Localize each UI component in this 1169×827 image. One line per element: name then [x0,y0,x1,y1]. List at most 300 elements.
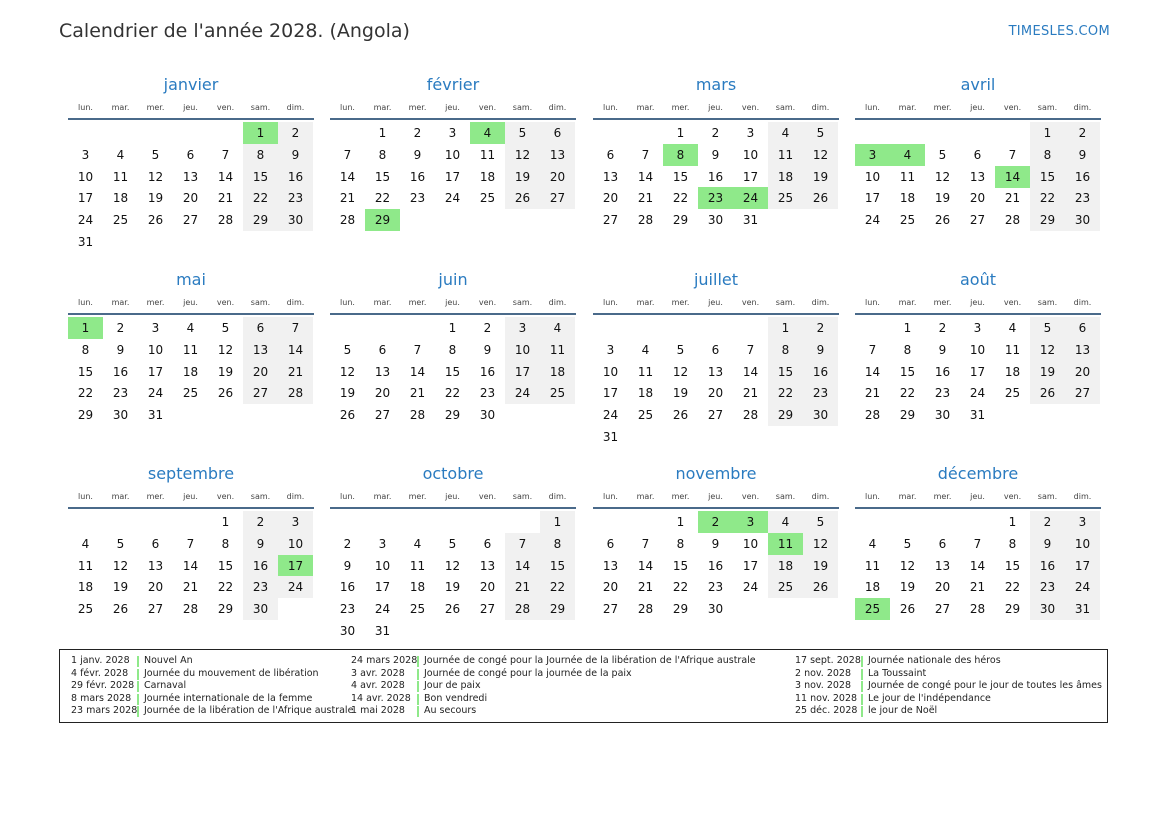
day-cell: 6 [378,342,387,357]
day-cell: 14 [742,364,759,379]
day-cell: 3 [973,321,982,335]
day-cell: 25 [77,602,94,617]
brand-link[interactable]: TIMESLES.COM [1008,24,1110,39]
weekday-label: ven. [478,103,497,112]
day-cell: 23 [1030,576,1065,598]
weekday-label: jeu. [970,103,985,112]
day-cell: 22 [768,382,803,404]
day-cell: 15 [374,169,391,184]
day-cell: 15 [1004,558,1021,573]
weekday-label: lun. [340,298,355,307]
day-cell: 16 [934,364,951,379]
weekday-label: jeu. [708,103,723,112]
day-cell: 9 [1065,144,1100,166]
day-cell: 16 [278,166,313,188]
day-cell: 28 [969,602,986,617]
weekday-label: mer. [671,103,690,112]
page-title: Calendrier de l'année 2028. (Angola) [59,20,410,42]
weekday-label: ven. [478,298,497,307]
day-cell: 29 [672,213,689,228]
holiday-marker [861,669,863,680]
day-cell: 20 [602,580,619,595]
weekday-label: dim. [811,492,830,501]
weekday-label: mar. [898,298,917,307]
month-2 [593,71,839,253]
holiday-marker [137,694,139,705]
weekday-header [593,488,839,505]
day-cell: 15 [899,364,916,379]
day-cell: 19 [1030,361,1065,383]
day-cell: 29 [77,408,94,423]
weekday-label: ven. [1003,298,1022,307]
day-cell: 17 [969,364,986,379]
day-cell: 8 [81,342,90,357]
day-cell: 9 [278,144,313,166]
month-name: décembre [937,464,1019,483]
day-cell: 1 [221,515,230,529]
weekday-label: mer. [146,492,165,501]
day-cell: 15 [672,169,689,184]
holiday-day-cell: 11 [768,533,803,555]
day-cell: 30 [707,213,724,228]
day-cell: 2 [116,321,125,335]
day-cell: 8 [540,533,575,555]
day-cell: 21 [505,576,540,598]
weekday-label: dim. [286,298,305,307]
day-cell: 14 [278,339,313,361]
day-cell: 27 [374,408,391,423]
day-cell: 18 [77,580,94,595]
holiday-name: Journée de congé pour la journée de la paix [424,667,632,679]
day-cell: 29 [217,602,234,617]
weekday-label: mar. [898,492,917,501]
header-divider [593,507,839,509]
day-cell: 11 [864,558,881,573]
day-cell: 3 [1065,511,1100,533]
day-cell: 19 [217,364,234,379]
day-cell: 18 [409,580,426,595]
holiday-date: 2 nov. 2028 [795,667,851,679]
weekday-label: lun. [865,103,880,112]
day-cell: 18 [540,361,575,383]
day-cell: 1 [378,126,387,140]
holiday-name: Bon vendredi [424,692,488,704]
day-cell: 16 [243,555,278,577]
legend-row [795,680,1105,693]
day-cell: 2 [278,122,313,144]
day-cell: 30 [112,408,129,423]
day-cell: 12 [672,364,689,379]
legend-column [795,655,1105,718]
month-name: novembre [675,464,757,483]
day-cell: 19 [505,166,540,188]
weekday-header [68,488,314,505]
day-cell: 3 [151,321,160,335]
day-cell: 11 [112,169,129,184]
weekday-label: mar. [636,103,655,112]
holiday-day-cell: 2 [698,511,733,533]
day-cell: 15 [444,364,461,379]
legend-row [351,693,791,706]
day-cell: 3 [448,126,457,140]
day-cell: 4 [116,147,125,162]
holiday-marker [417,681,419,692]
header-divider [68,313,314,315]
day-cell: 16 [707,169,724,184]
day-cell: 9 [711,147,720,162]
day-cell: 13 [934,558,951,573]
day-cell: 31 [374,624,391,638]
month-4 [68,266,314,448]
day-cell: 28 [339,213,356,228]
day-cell: 2 [243,511,278,533]
legend-row [71,655,381,668]
day-cell: 7 [973,536,982,551]
day-cell: 25 [1004,386,1021,401]
day-cell: 8 [221,536,230,551]
day-cell: 10 [505,339,540,361]
day-cell: 7 [746,342,755,357]
day-cell: 30 [803,404,838,426]
day-cell: 11 [409,558,426,573]
day-cell: 11 [182,342,199,357]
weekday-header [855,488,1101,505]
weekday-header [68,99,314,116]
weekday-label: sam. [512,103,533,112]
day-cell: 13 [147,558,164,573]
day-cell: 15 [672,558,689,573]
day-cell: 30 [707,602,724,617]
day-cell: 22 [1030,187,1065,209]
day-cell: 2 [483,321,492,335]
day-cell: 5 [221,321,230,335]
day-cell: 20 [707,386,724,401]
day-cell: 23 [243,576,278,598]
day-cell: 13 [540,144,575,166]
day-cell: 22 [540,576,575,598]
day-cell: 5 [903,536,912,551]
day-grid [593,316,838,448]
day-cell: 7 [505,533,540,555]
day-cell: 16 [409,169,426,184]
header-divider [330,118,576,120]
month-10 [593,460,839,642]
day-cell: 28 [505,598,540,620]
holiday-day-cell: 3 [855,144,890,166]
day-cell: 13 [243,339,278,361]
weekday-header [855,294,1101,311]
day-cell: 30 [339,624,356,638]
day-cell: 26 [672,408,689,423]
weekday-label: mar. [373,492,392,501]
day-cell: 1 [676,126,685,140]
day-cell: 5 [505,122,540,144]
day-cell: 27 [602,213,619,228]
day-cell: 25 [112,213,129,228]
holiday-date: 4 avr. 2028 [351,680,405,692]
weekday-label: mar. [636,492,655,501]
day-cell: 8 [1030,144,1065,166]
holiday-marker [137,681,139,692]
day-cell: 15 [768,361,803,383]
day-cell: 4 [186,321,195,335]
day-cell: 7 [868,342,877,357]
day-cell: 17 [77,191,94,206]
weekday-label: ven. [216,492,235,501]
day-cell: 20 [243,361,278,383]
holiday-marker [417,694,419,705]
month-1 [330,71,576,253]
day-cell: 12 [934,169,951,184]
weekday-label: mer. [671,298,690,307]
month-7 [855,266,1101,448]
day-cell: 5 [938,147,947,162]
day-cell: 19 [112,580,129,595]
legend-column [71,655,381,718]
legend-column [351,655,791,718]
day-cell: 6 [606,536,615,551]
day-cell: 14 [864,364,881,379]
day-cell: 27 [147,602,164,617]
day-cell: 23 [112,386,129,401]
header-divider [68,118,314,120]
day-cell: 27 [707,408,724,423]
day-cell: 28 [217,213,234,228]
day-cell: 13 [182,169,199,184]
day-cell: 11 [540,339,575,361]
holiday-date: 1 mai 2028 [351,705,405,717]
holiday-marker [137,656,139,667]
day-cell: 7 [221,147,230,162]
day-cell: 28 [182,602,199,617]
weekday-label: lun. [865,492,880,501]
weekday-label: jeu. [183,492,198,501]
day-cell: 18 [479,169,496,184]
day-cell: 10 [147,342,164,357]
day-cell: 23 [934,386,951,401]
day-cell: 27 [479,602,496,617]
day-cell: 12 [899,558,916,573]
day-cell: 27 [182,213,199,228]
day-cell: 19 [444,580,461,595]
weekday-label: mar. [373,298,392,307]
day-cell: 5 [1030,317,1065,339]
day-cell: 5 [448,536,457,551]
weekday-label: mer. [933,103,952,112]
day-cell: 3 [746,126,755,140]
day-cell: 29 [444,408,461,423]
day-cell: 25 [540,382,575,404]
day-cell: 6 [973,147,982,162]
weekday-label: ven. [741,298,760,307]
day-cell: 13 [479,558,496,573]
holiday-name: Au secours [424,705,477,717]
day-cell: 15 [217,558,234,573]
month-11 [855,460,1101,642]
day-cell: 11 [899,169,916,184]
day-grid [855,121,1100,253]
holiday-marker [861,706,863,717]
day-cell: 8 [243,144,278,166]
weekday-label: mar. [111,103,130,112]
day-cell: 28 [864,408,881,423]
holiday-marker [137,669,139,680]
day-cell: 9 [938,342,947,357]
day-cell: 15 [77,364,94,379]
day-cell: 8 [676,536,685,551]
holiday-date: 23 mars 2028 [71,705,138,717]
holiday-marker [417,669,419,680]
weekday-label: sam. [512,492,533,501]
weekday-label: ven. [216,103,235,112]
day-cell: 12 [803,144,838,166]
day-cell: 22 [217,580,234,595]
weekday-label: sam. [250,492,271,501]
weekday-label: dim. [548,298,567,307]
day-cell: 9 [243,533,278,555]
day-cell: 5 [343,342,352,357]
holiday-day-cell: 8 [663,144,698,166]
day-cell: 25 [768,576,803,598]
day-cell: 29 [672,602,689,617]
month-name: mai [176,270,206,289]
holiday-day-cell: 1 [243,122,278,144]
day-cell: 3 [505,317,540,339]
day-cell: 3 [81,147,90,162]
header-divider [330,313,576,315]
day-cell: 14 [217,169,234,184]
day-cell: 20 [1065,361,1100,383]
day-cell: 1 [1008,515,1017,529]
holiday-day-cell: 25 [855,598,890,620]
month-name: octobre [422,464,484,483]
month-name: août [959,270,996,289]
day-grid [855,510,1100,642]
day-cell: 21 [864,386,881,401]
holiday-day-cell: 23 [698,187,733,209]
day-cell: 20 [602,191,619,206]
day-cell: 1 [448,321,457,335]
weekday-label: dim. [1073,298,1092,307]
weekday-header [330,488,576,505]
weekday-label: dim. [811,103,830,112]
holiday-day-cell: 1 [68,317,103,339]
day-cell: 28 [1004,213,1021,228]
day-cell: 23 [803,382,838,404]
day-cell: 22 [672,191,689,206]
weekday-label: jeu. [445,492,460,501]
holiday-day-cell: 24 [733,187,768,209]
day-cell: 24 [969,386,986,401]
day-cell: 15 [1030,166,1065,188]
header-divider [855,507,1101,509]
day-cell: 18 [768,166,803,188]
day-cell: 22 [899,386,916,401]
day-cell: 13 [707,364,724,379]
day-cell: 8 [1008,536,1017,551]
day-cell: 6 [243,317,278,339]
day-cell: 8 [768,339,803,361]
day-cell: 17 [602,386,619,401]
day-grid [68,316,313,448]
day-cell: 20 [969,191,986,206]
day-cell: 26 [147,213,164,228]
day-cell: 9 [116,342,125,357]
day-cell: 31 [602,430,619,444]
holiday-marker [417,706,419,717]
day-cell: 4 [868,536,877,551]
day-cell: 18 [768,555,803,577]
day-cell: 22 [1004,580,1021,595]
legend-row [795,693,1105,706]
weekday-label: sam. [250,103,271,112]
weekday-label: mer. [933,298,952,307]
day-cell: 8 [448,342,457,357]
day-cell: 6 [1065,317,1100,339]
day-cell: 26 [444,602,461,617]
day-cell: 2 [1065,122,1100,144]
holiday-name: Journée internationale de la femme [144,692,313,704]
day-cell: 4 [641,342,650,357]
day-cell: 1 [903,321,912,335]
day-cell: 21 [217,191,234,206]
day-cell: 4 [1008,321,1017,335]
weekday-label: lun. [340,492,355,501]
weekday-label: dim. [286,492,305,501]
day-cell: 6 [606,147,615,162]
weekday-label: ven. [741,103,760,112]
weekday-label: lun. [865,298,880,307]
holiday-day-cell: 4 [470,122,505,144]
day-cell: 21 [182,580,199,595]
day-cell: 27 [969,213,986,228]
day-cell: 30 [1065,209,1100,231]
day-cell: 2 [938,321,947,335]
holiday-name: Nouvel An [144,655,193,666]
day-cell: 25 [409,602,426,617]
day-cell: 10 [969,342,986,357]
day-cell: 9 [343,558,352,573]
holiday-date: 24 mars 2028 [351,655,418,666]
day-cell: 25 [479,191,496,206]
day-grid [330,316,575,448]
day-cell: 28 [637,213,654,228]
day-cell: 21 [339,191,356,206]
day-cell: 23 [707,580,724,595]
weekday-label: sam. [1037,298,1058,307]
day-cell: 25 [637,408,654,423]
day-cell: 14 [637,169,654,184]
weekday-label: dim. [811,298,830,307]
weekday-label: ven. [741,492,760,501]
day-cell: 27 [243,382,278,404]
day-cell: 31 [147,408,164,423]
day-cell: 14 [969,558,986,573]
holiday-marker [137,706,139,717]
legend-row [795,668,1105,681]
day-cell: 25 [899,213,916,228]
day-cell: 19 [934,191,951,206]
weekday-label: jeu. [708,492,723,501]
weekday-label: mar. [636,298,655,307]
day-cell: 27 [602,602,619,617]
weekday-label: lun. [78,103,93,112]
day-cell: 4 [413,536,422,551]
holiday-day-cell: 17 [278,555,313,577]
weekday-label: jeu. [708,298,723,307]
day-cell: 6 [540,122,575,144]
day-cell: 19 [803,166,838,188]
